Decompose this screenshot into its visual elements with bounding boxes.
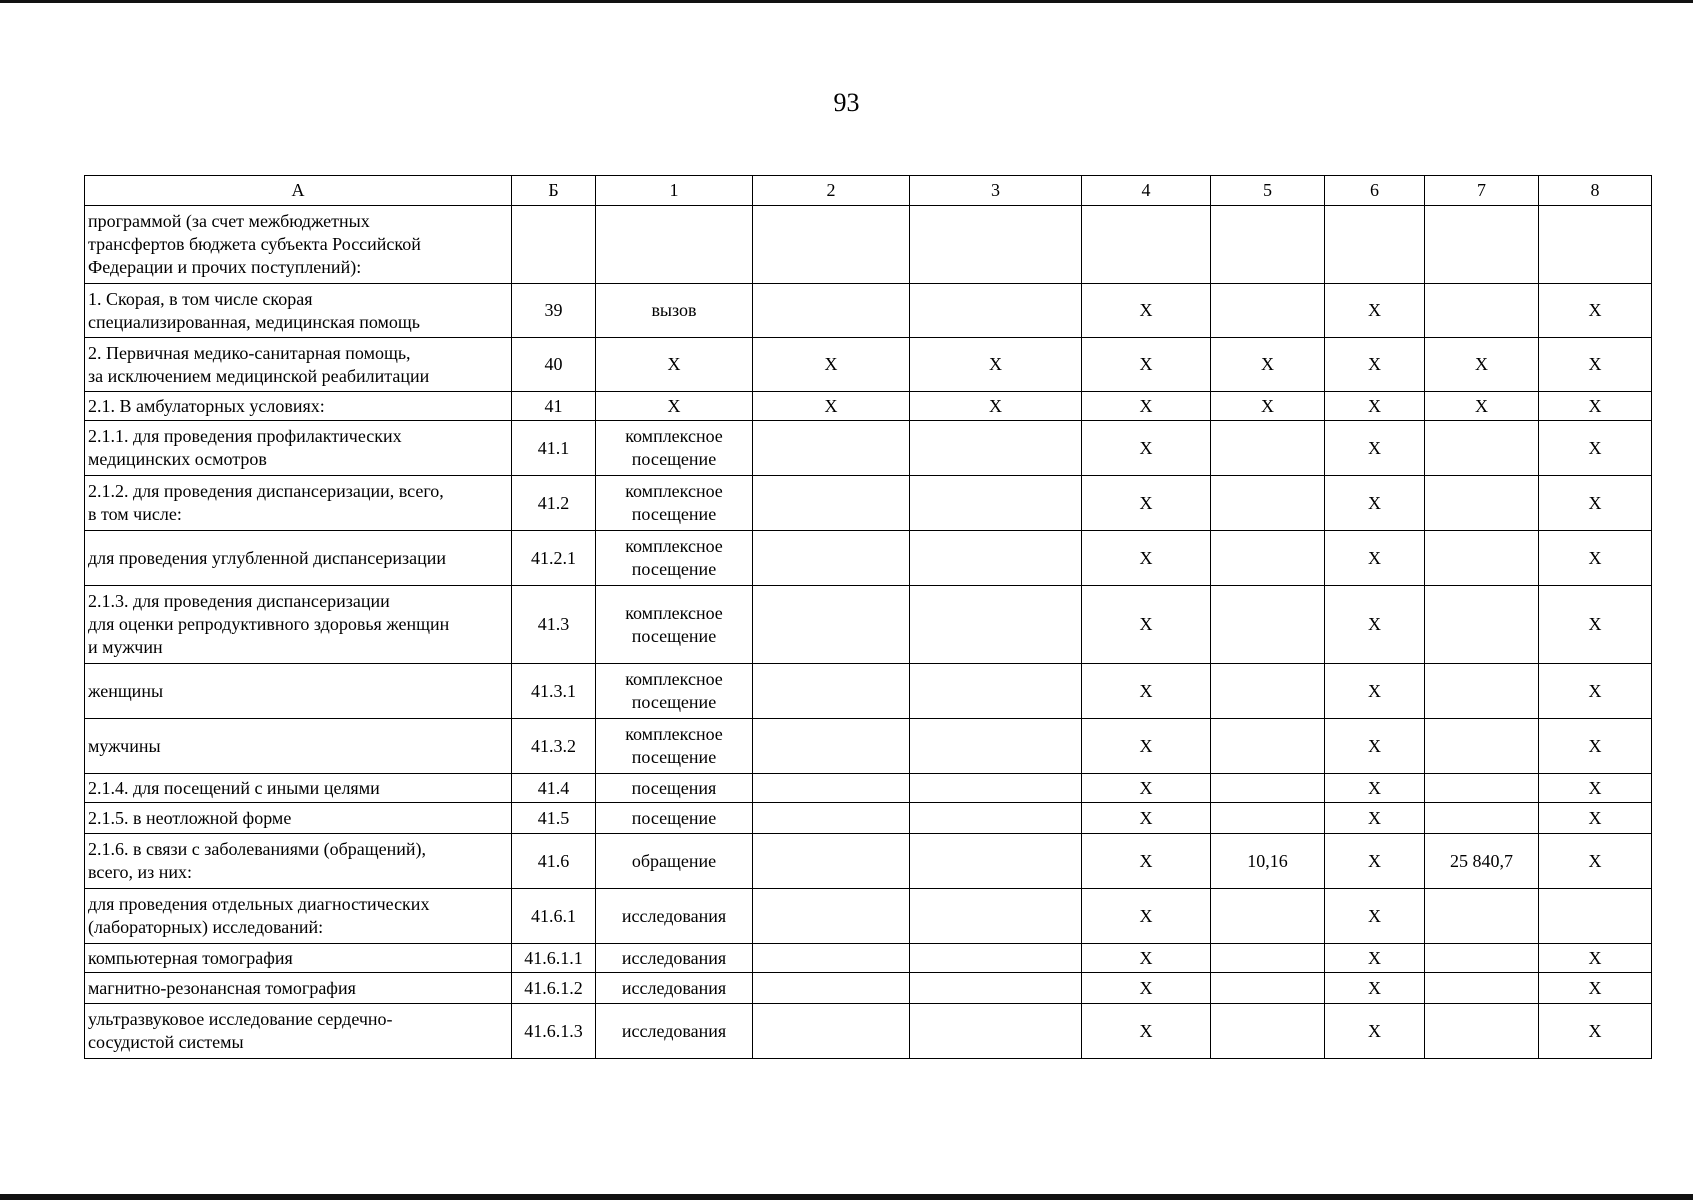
cell-label: мужчины: [85, 719, 512, 774]
table-row: [85, 719, 1652, 774]
cell-c6: X: [1325, 476, 1425, 531]
cell-c3: X: [910, 338, 1082, 392]
cell-c4: X: [1082, 392, 1211, 421]
cell-unit: комплексное посещение: [596, 476, 753, 531]
cell-c6: X: [1325, 586, 1425, 664]
column-header-4: 4: [1082, 176, 1211, 206]
cell-c4: X: [1082, 586, 1211, 664]
cell-c2: [753, 944, 910, 973]
cell-c5: [1211, 476, 1325, 531]
table-body: [85, 206, 1652, 1059]
cell-c6: X: [1325, 834, 1425, 889]
cell-c7: [1425, 719, 1539, 774]
table-row: [85, 774, 1652, 803]
column-header-1: 1: [596, 176, 753, 206]
cell-c8: X: [1539, 531, 1652, 586]
cell-c8: X: [1539, 476, 1652, 531]
cell-c5: [1211, 944, 1325, 973]
cell-unit: исследования: [596, 944, 753, 973]
cell-c5: [1211, 803, 1325, 834]
cell-c7: [1425, 664, 1539, 719]
cell-label: компьютерная томография: [85, 944, 512, 973]
cell-c7: [1425, 476, 1539, 531]
cell-unit: исследования: [596, 973, 753, 1004]
cell-c4: X: [1082, 889, 1211, 944]
cell-unit: [596, 206, 753, 284]
cell-c8: X: [1539, 973, 1652, 1004]
cell-c4: X: [1082, 476, 1211, 531]
cell-c4: X: [1082, 803, 1211, 834]
cell-code: 41.4: [512, 774, 596, 803]
cell-c8: [1539, 889, 1652, 944]
cell-c5: [1211, 421, 1325, 476]
cell-unit: комплексное посещение: [596, 421, 753, 476]
cell-c2: [753, 586, 910, 664]
cell-code: [512, 206, 596, 284]
cell-label: 2.1.2. для проведения диспансеризации, всего, в том числе:: [85, 476, 512, 531]
cell-c4: X: [1082, 664, 1211, 719]
table-row: [85, 834, 1652, 889]
scan-edge-top: [0, 0, 1693, 3]
cell-c3: [910, 803, 1082, 834]
cell-c2: X: [753, 338, 910, 392]
cell-label: ультразвуковое исследование сердечно- сосудистой системы: [85, 1004, 512, 1059]
data-table: [84, 175, 1652, 1059]
cell-code: 41.3: [512, 586, 596, 664]
cell-c3: [910, 586, 1082, 664]
cell-c3: [910, 834, 1082, 889]
cell-c4: [1082, 206, 1211, 284]
cell-c6: X: [1325, 889, 1425, 944]
cell-label: для проведения отдельных диагностических (лабораторных) исследований:: [85, 889, 512, 944]
cell-c3: [910, 889, 1082, 944]
cell-c7: [1425, 944, 1539, 973]
scan-edge-bottom: [0, 1194, 1693, 1200]
cell-c2: [753, 774, 910, 803]
cell-c3: [910, 284, 1082, 338]
cell-c3: [910, 973, 1082, 1004]
cell-unit: комплексное посещение: [596, 531, 753, 586]
cell-c4: X: [1082, 973, 1211, 1004]
cell-c7: [1425, 206, 1539, 284]
cell-c2: [753, 889, 910, 944]
cell-c6: X: [1325, 338, 1425, 392]
column-header-2: 2: [753, 176, 910, 206]
cell-c5: [1211, 531, 1325, 586]
cell-c5: 10,16: [1211, 834, 1325, 889]
cell-c4: X: [1082, 531, 1211, 586]
cell-c8: X: [1539, 392, 1652, 421]
cell-c6: X: [1325, 421, 1425, 476]
cell-c6: X: [1325, 774, 1425, 803]
cell-c3: X: [910, 392, 1082, 421]
cell-c8: X: [1539, 719, 1652, 774]
cell-label: 2.1.5. в неотложной форме: [85, 803, 512, 834]
cell-code: 41.6.1.2: [512, 973, 596, 1004]
cell-label: 2.1.3. для проведения диспансеризации для оценки репродуктивного здоровья женщин и мужчин: [85, 586, 512, 664]
cell-code: 41.2.1: [512, 531, 596, 586]
cell-label: женщины: [85, 664, 512, 719]
cell-label: 2.1.4. для посещений с иными целями: [85, 774, 512, 803]
cell-c5: [1211, 973, 1325, 1004]
cell-code: 41.6: [512, 834, 596, 889]
cell-unit: X: [596, 392, 753, 421]
table-row: [85, 889, 1652, 944]
cell-c5: [1211, 1004, 1325, 1059]
cell-label: 2.1.6. в связи с заболеваниями (обращений), всего, из них:: [85, 834, 512, 889]
cell-c3: [910, 719, 1082, 774]
cell-c5: [1211, 774, 1325, 803]
cell-c8: X: [1539, 586, 1652, 664]
cell-label: 2.1. В амбулаторных условиях:: [85, 392, 512, 421]
cell-code: 41.3.1: [512, 664, 596, 719]
cell-c8: X: [1539, 338, 1652, 392]
cell-c7: [1425, 421, 1539, 476]
cell-c3: [910, 1004, 1082, 1059]
cell-c2: [753, 206, 910, 284]
cell-c2: [753, 664, 910, 719]
cell-label: 1. Скорая, в том числе скорая специализированная, медицинская помощь: [85, 284, 512, 338]
table-row: [85, 392, 1652, 421]
cell-c8: X: [1539, 944, 1652, 973]
table-row: [85, 1004, 1652, 1059]
cell-unit: комплексное посещение: [596, 719, 753, 774]
cell-c2: [753, 719, 910, 774]
cell-c2: [753, 421, 910, 476]
cell-code: 41.3.2: [512, 719, 596, 774]
cell-c5: [1211, 719, 1325, 774]
cell-c7: X: [1425, 392, 1539, 421]
cell-c6: X: [1325, 284, 1425, 338]
table-row: [85, 973, 1652, 1004]
column-header-8: 8: [1539, 176, 1652, 206]
cell-c7: [1425, 973, 1539, 1004]
cell-code: 41.6.1: [512, 889, 596, 944]
cell-c3: [910, 774, 1082, 803]
cell-c6: X: [1325, 803, 1425, 834]
column-header-5: 5: [1211, 176, 1325, 206]
cell-c8: X: [1539, 284, 1652, 338]
cell-c6: X: [1325, 664, 1425, 719]
cell-c4: X: [1082, 719, 1211, 774]
cell-c8: [1539, 206, 1652, 284]
table-row: [85, 421, 1652, 476]
cell-c2: [753, 476, 910, 531]
cell-c3: [910, 664, 1082, 719]
cell-label: 2. Первичная медико-санитарная помощь, за исключением медицинской реабилитации: [85, 338, 512, 392]
cell-c2: X: [753, 392, 910, 421]
cell-code: 41.1: [512, 421, 596, 476]
cell-c3: [910, 944, 1082, 973]
cell-c6: X: [1325, 1004, 1425, 1059]
cell-c3: [910, 476, 1082, 531]
cell-c3: [910, 531, 1082, 586]
table-row: [85, 531, 1652, 586]
cell-unit: исследования: [596, 1004, 753, 1059]
cell-c5: X: [1211, 338, 1325, 392]
cell-c7: [1425, 803, 1539, 834]
header-row: [85, 176, 1652, 206]
cell-c2: [753, 803, 910, 834]
table-row: [85, 586, 1652, 664]
cell-unit: X: [596, 338, 753, 392]
cell-code: 41.2: [512, 476, 596, 531]
cell-c5: [1211, 284, 1325, 338]
cell-c4: X: [1082, 944, 1211, 973]
cell-c2: [753, 973, 910, 1004]
cell-c3: [910, 206, 1082, 284]
column-header-b: Б: [512, 176, 596, 206]
cell-c5: [1211, 586, 1325, 664]
cell-label: 2.1.1. для проведения профилактических медицинских осмотров: [85, 421, 512, 476]
cell-c4: X: [1082, 421, 1211, 476]
cell-c7: [1425, 531, 1539, 586]
page-number: 93: [833, 88, 860, 117]
cell-code: 41.6.1.3: [512, 1004, 596, 1059]
cell-c5: [1211, 664, 1325, 719]
column-header-6: 6: [1325, 176, 1425, 206]
cell-c7: [1425, 1004, 1539, 1059]
cell-c2: [753, 1004, 910, 1059]
cell-c3: [910, 421, 1082, 476]
cell-code: 40: [512, 338, 596, 392]
cell-c8: X: [1539, 1004, 1652, 1059]
cell-c5: [1211, 206, 1325, 284]
cell-unit: посещение: [596, 803, 753, 834]
cell-c7: [1425, 889, 1539, 944]
cell-unit: обращение: [596, 834, 753, 889]
table-row: [85, 284, 1652, 338]
table-row: [85, 476, 1652, 531]
cell-c6: X: [1325, 392, 1425, 421]
column-header-3: 3: [910, 176, 1082, 206]
cell-unit: посещения: [596, 774, 753, 803]
cell-c7: [1425, 284, 1539, 338]
column-header-a: А: [85, 176, 512, 206]
cell-c8: X: [1539, 803, 1652, 834]
cell-label: для проведения углубленной диспансеризации: [85, 531, 512, 586]
cell-code: 41: [512, 392, 596, 421]
cell-c8: X: [1539, 774, 1652, 803]
cell-c2: [753, 531, 910, 586]
cell-label: магнитно-резонансная томография: [85, 973, 512, 1004]
cell-c7: X: [1425, 338, 1539, 392]
cell-c6: X: [1325, 973, 1425, 1004]
cell-unit: вызов: [596, 284, 753, 338]
cell-c2: [753, 834, 910, 889]
cell-code: 39: [512, 284, 596, 338]
cell-c5: X: [1211, 392, 1325, 421]
cell-unit: исследования: [596, 889, 753, 944]
cell-c8: X: [1539, 664, 1652, 719]
cell-c4: X: [1082, 834, 1211, 889]
column-header-7: 7: [1425, 176, 1539, 206]
cell-c4: X: [1082, 1004, 1211, 1059]
cell-unit: комплексное посещение: [596, 586, 753, 664]
cell-code: 41.6.1.1: [512, 944, 596, 973]
cell-c8: X: [1539, 834, 1652, 889]
cell-unit: комплексное посещение: [596, 664, 753, 719]
table-row: [85, 338, 1652, 392]
cell-label: программой (за счет межбюджетных трансфертов бюджета субъекта Российской Федерации и прочих поступлений):: [85, 206, 512, 284]
cell-c4: X: [1082, 338, 1211, 392]
cell-c6: X: [1325, 944, 1425, 973]
cell-c7: 25 840,7: [1425, 834, 1539, 889]
cell-code: 41.5: [512, 803, 596, 834]
cell-c6: X: [1325, 531, 1425, 586]
cell-c6: [1325, 206, 1425, 284]
cell-c7: [1425, 774, 1539, 803]
cell-c7: [1425, 586, 1539, 664]
cell-c6: X: [1325, 719, 1425, 774]
cell-c8: X: [1539, 421, 1652, 476]
cell-c2: [753, 284, 910, 338]
table-row: [85, 944, 1652, 973]
cell-c4: X: [1082, 284, 1211, 338]
cell-c4: X: [1082, 774, 1211, 803]
table-row: [85, 664, 1652, 719]
cell-c5: [1211, 889, 1325, 944]
table-row: [85, 803, 1652, 834]
table-row: [85, 206, 1652, 284]
